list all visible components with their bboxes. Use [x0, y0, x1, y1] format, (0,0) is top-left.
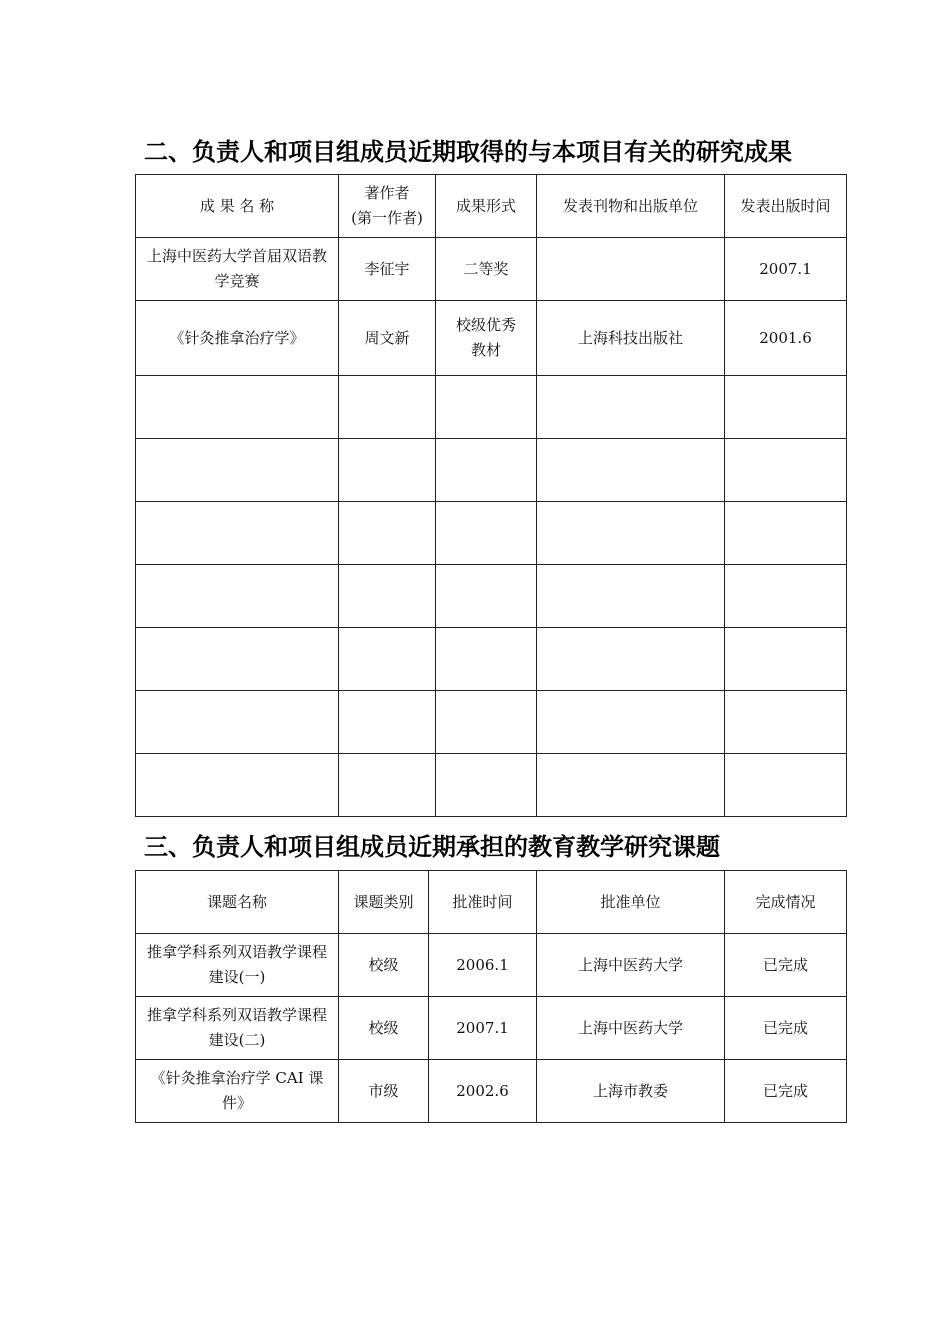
cell-project-type: 市级	[339, 1060, 429, 1123]
header-author: 著作者 (第一作者)	[339, 175, 436, 238]
cell-project-name: 推拿学科系列双语教学课程建设(二)	[136, 997, 339, 1060]
header-project-type: 课题类别	[339, 871, 429, 934]
header-project-name: 课题名称	[136, 871, 339, 934]
cell-status: 已完成	[725, 997, 847, 1060]
table-row-empty	[136, 376, 847, 439]
cell-approval-unit: 上海市教委	[537, 1060, 725, 1123]
table-row	[136, 997, 847, 1060]
empty-cell	[136, 628, 339, 691]
empty-cell	[537, 376, 725, 439]
header-approval-unit: 批准单位	[537, 871, 725, 934]
table-row-empty	[136, 565, 847, 628]
table-row	[136, 1060, 847, 1123]
empty-cell	[725, 502, 847, 565]
table-row-empty	[136, 691, 847, 754]
table-row-empty	[136, 502, 847, 565]
cell-result-form: 二等奖	[436, 238, 537, 301]
cell-project-name: 《针灸推拿治疗学 CAI 课件》	[136, 1060, 339, 1123]
empty-cell	[725, 754, 847, 817]
table-row	[136, 301, 847, 376]
cell-result-name: 《针灸推拿治疗学》	[136, 301, 339, 376]
empty-cell	[537, 565, 725, 628]
empty-cell	[725, 565, 847, 628]
empty-cell	[339, 565, 436, 628]
header-publisher: 发表刊物和出版单位	[537, 175, 725, 238]
empty-cell	[339, 754, 436, 817]
cell-approval-unit: 上海中医药大学	[537, 997, 725, 1060]
cell-author: 李征宇	[339, 238, 436, 301]
table-row	[136, 238, 847, 301]
empty-cell	[436, 439, 537, 502]
cell-approval-date: 2002.6	[429, 1060, 537, 1123]
empty-cell	[537, 502, 725, 565]
header-publish-date: 发表出版时间	[725, 175, 847, 238]
cell-project-type: 校级	[339, 997, 429, 1060]
empty-cell	[725, 691, 847, 754]
cell-status: 已完成	[725, 934, 847, 997]
table-row-empty	[136, 439, 847, 502]
empty-cell	[136, 691, 339, 754]
empty-cell	[339, 691, 436, 754]
empty-cell	[436, 754, 537, 817]
empty-cell	[537, 691, 725, 754]
cell-approval-date: 2006.1	[429, 934, 537, 997]
empty-cell	[436, 565, 537, 628]
empty-cell	[537, 754, 725, 817]
table-row-empty	[136, 628, 847, 691]
section3-title: 三、负责人和项目组成员近期承担的教育教学研究课题	[144, 833, 720, 861]
empty-cell	[339, 439, 436, 502]
table-row-empty	[136, 754, 847, 817]
empty-cell	[339, 628, 436, 691]
empty-cell	[136, 565, 339, 628]
cell-publisher	[537, 238, 725, 301]
cell-approval-unit: 上海中医药大学	[537, 934, 725, 997]
table-row	[136, 934, 847, 997]
empty-cell	[537, 628, 725, 691]
cell-approval-date: 2007.1	[429, 997, 537, 1060]
cell-project-name: 推拿学科系列双语教学课程建设(一)	[136, 934, 339, 997]
header-result-name: 成 果 名 称	[136, 175, 339, 238]
cell-result-form: 校级优秀教材	[436, 301, 537, 376]
empty-cell	[339, 376, 436, 439]
research-results-table	[135, 174, 847, 817]
empty-cell	[436, 502, 537, 565]
table-header-row	[136, 175, 847, 238]
empty-cell	[436, 376, 537, 439]
empty-cell	[136, 754, 339, 817]
empty-cell	[136, 376, 339, 439]
section2-title: 二、负责人和项目组成员近期取得的与本项目有关的研究成果	[144, 138, 792, 166]
cell-author: 周文新	[339, 301, 436, 376]
empty-cell	[725, 439, 847, 502]
cell-project-type: 校级	[339, 934, 429, 997]
cell-publish-date: 2001.6	[725, 301, 847, 376]
cell-result-name: 上海中医药大学首届双语教学竞赛	[136, 238, 339, 301]
empty-cell	[136, 439, 339, 502]
cell-publish-date: 2007.1	[725, 238, 847, 301]
empty-cell	[725, 628, 847, 691]
empty-cell	[436, 691, 537, 754]
cell-status: 已完成	[725, 1060, 847, 1123]
empty-cell	[436, 628, 537, 691]
table-header-row	[136, 871, 847, 934]
header-result-form: 成果形式	[436, 175, 537, 238]
empty-cell	[537, 439, 725, 502]
empty-cell	[136, 502, 339, 565]
research-projects-table	[135, 870, 847, 1123]
empty-cell	[339, 502, 436, 565]
cell-publisher: 上海科技出版社	[537, 301, 725, 376]
header-status: 完成情况	[725, 871, 847, 934]
header-approval-date: 批准时间	[429, 871, 537, 934]
empty-cell	[725, 376, 847, 439]
